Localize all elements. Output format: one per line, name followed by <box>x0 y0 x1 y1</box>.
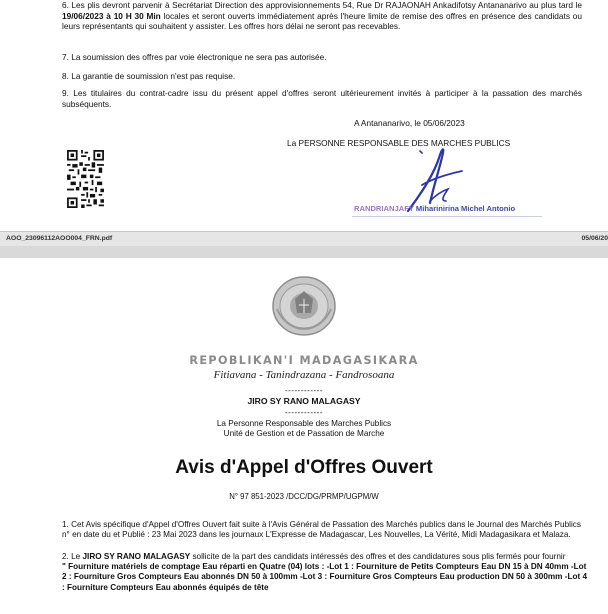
separator-top: ------------ <box>285 386 323 395</box>
pdf-page-1 <box>0 0 608 246</box>
qr-code-icon <box>67 150 104 208</box>
place-date: A Antananarivo, le 05/06/2023 <box>354 118 465 128</box>
national-seal-icon <box>271 275 337 337</box>
paragraph-1: 1. Cet Avis spécifique d'Appel d'Offres Ouvert fait suite à l'Avis Général de Passation des Marchés publics dans le Journal des Marchés Publics n° en date du et Publié : 23 Mai 2023 dans les journaux L'Expresse de Madagascar, Les Nouvelles, La Vérité, Midi Madagasikara et Malaza. <box>62 520 581 540</box>
paragraph-2: 2. Le JIRO SY RANO MALAGASY sollicite de la part des candidats intéressés des offres et des candidatures sous plis fermés pour fournir " Fourniture matériels de comptage Eau réparti en Quatre (04) lots : -Lot 1 : Fourniture de Petits Compteurs Eau DN 15 à DN 40mm -Lot 2 : Fourniture Gros Compteurs Eau abonnés DN 50 à 100mm -Lot 3 : Fourniture Gros Compteurs Eau production DN 50 à 300mm -Lot 4 : Fourniture Compteurs Eau abonnés équipés de tête <box>62 552 587 592</box>
paragraph-7: 7. La soumission des offres par voie électronique ne sera pas autorisée. <box>62 52 327 62</box>
organization-name: JIRO SY RANO MALAGASY <box>247 396 361 406</box>
footer-date: 05/06/20 <box>581 235 608 242</box>
paragraph-6: 6. Les plis devront parvenir à Secrétariat Direction des approvisionnements 54, Rue Dr RAJAONAH Ankadifotsy Antananarivo au plus tard le 19/06/2023 à 10 H 30 Min locales et seront ouverts immédiatement après l'heure limite de remise des offres en présence des candidats ou leurs représentants qui souhaitent y assister. Les offres hors délai ne seront pas recevables. <box>62 0 582 32</box>
paragraph-9: 9. Les titulaires du contrat-cadre issu du présent appel d'offres seront ultérieurement invités à participer à la passation des marchés subséquents. <box>62 88 582 109</box>
national-motto: Fitiavana - Tanindrazana - Fandrosoana <box>213 369 395 381</box>
signature-underline <box>352 216 542 217</box>
separator-bottom: ------------ <box>285 408 323 417</box>
footer-filename: AOO_23096112AOO004_FRN.pdf <box>6 235 113 242</box>
pdf-page-2 <box>0 258 608 614</box>
signatory-name: RANDRIANJAFY Miharinirina Michel Antonio <box>354 204 516 213</box>
republic-header: REPOBLIKAN'I MADAGASIKARA <box>189 354 419 367</box>
notice-title: Avis d'Appel d'Offres Ouvert <box>175 457 433 478</box>
paragraph-8: 8. La garantie de soumission n'est pas requise. <box>62 71 236 81</box>
ugpm-line: Unité de Gestion et de Passation de Marche <box>223 429 385 438</box>
pdf-footer <box>0 231 608 246</box>
prmp-line: La Personne Responsable des Marches Publics <box>216 419 392 428</box>
notice-reference: N° 97 851-2023 /DCC/DG/PRMP/UGPM/W <box>229 492 379 501</box>
lots-description: " Fourniture matériels de comptage Eau réparti en Quatre (04) lots : -Lot 1 : Fourniture de Petits Compteurs Eau DN 15 à DN 40mm -Lot 2 : Fourniture Gros Compteurs Eau abonnés DN 50 à 100mm -Lot 3 : Fourniture Gros Compteurs Eau production DN 50 à 300mm -Lot 4 : Fourniture Compteurs Eau abonnés équipés de tête <box>62 562 587 592</box>
signatory-title: La PERSONNE RESPONSABLE DES MARCHES PUBLICS <box>287 138 511 148</box>
